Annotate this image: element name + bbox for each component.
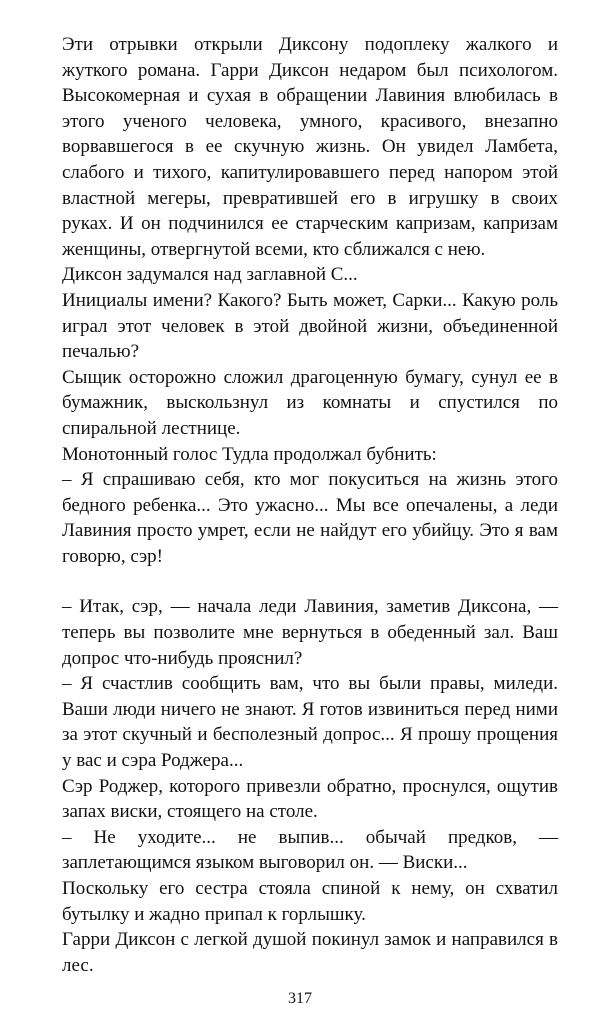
paragraph-3: Инициалы имени? Какого? Быть может, Сарки... Какую роль играл этот человек в этой двойной жизни, объединенной печалью? [62, 289, 558, 363]
paragraph-7: – Итак, сэр, — начала леди Лавиния, заметив Диксона, — теперь вы позволите мне вернуться в обеденный зал. Ваш допрос что-нибудь прояснил? [62, 596, 558, 669]
paragraph-2: Диксон задумался над заглавной С... [62, 264, 358, 286]
paragraph-11: Поскольку его сестра стояла спиной к нему, он схватил бутылку и жадно припал к горлышку. [62, 878, 558, 925]
page-body [62, 32, 558, 978]
paragraph-10: – Не уходите... не выпив... обычай предков, — заплетающимся языком выговорил он. — Виски... [62, 826, 558, 874]
paragraph-6: – Я спрашиваю себя, кто мог покуситься на жизнь этого бедного ребенка... Это ужасно... Мы все опечалены, а леди Лавиния просто умрет, если не найдут его убийцу. Это я вам говорю, сэр! [62, 469, 558, 567]
paragraph-8: – Я счастлив сообщить вам, что вы были правы, миледи. Ваши люди ничего не знают. Я готов извиниться перед ними за этот скучный и бесполезный допрос... Я прошу прощения у вас и сэра Роджера... [62, 673, 558, 772]
paragraph-12: Гарри Диксон с легкой душой покинул замок и направился в лес. [62, 929, 558, 976]
paragraph-5: Монотонный голос Тудла продолжал бубнить: [62, 443, 437, 465]
paragraph-9: Сэр Роджер, которого привезли обратно, проснулся, ощутив запах виски, стоящего на столе. [62, 775, 558, 823]
page-number: 317 [288, 990, 312, 1007]
paragraph-4: Сыщик осторожно сложил драгоценную бумагу, сунул ее в бумажник, выскользнул из комнаты и спустился по спиральной лестнице. [62, 366, 558, 439]
paragraph-1: Эти отрывки открыли Диксону подоплеку жалкого и жуткого романа. Гарри Диксон недаром был психологом. Высокомерная и сухая в обращении Лавиния влюбилась в этого ученого человека, умного, красивого, внезапно ворвавшегося в ее скучную жизнь. Он увидел Ламбета, слабого и тихого, капитулировавшего перед напором этой властной мегеры, превратившей его в игрушку в своих руках. И он подчинился ее старческим капризам, капризам женщины, отвергнутой всеми, кто сближался с нею. [62, 34, 558, 260]
